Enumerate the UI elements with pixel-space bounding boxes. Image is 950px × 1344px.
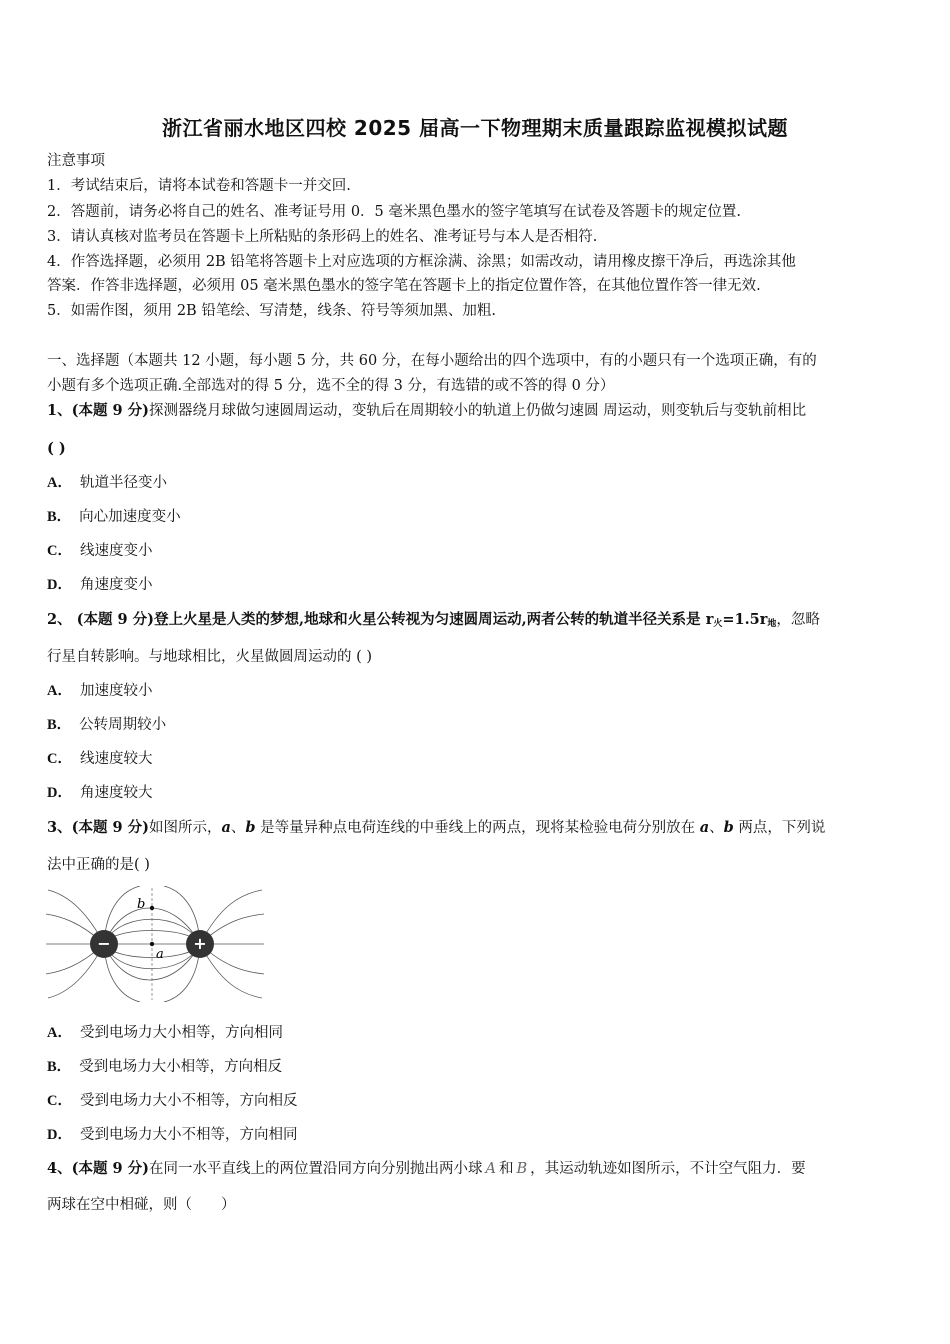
question-4-text-2: ，其运动轨迹如图所示，不计空气阻力．要 [530,1161,806,1177]
question-3-cont: 法中正确的是( ) [47,857,150,873]
electric-field-diagram [44,886,266,1002]
page-title: 浙江省丽水地区四校 2025 届高一下物理期末质量跟踪监视模拟试题 [161,116,789,140]
option-text: 受到电场力大小相等，方向相同 [79,1025,283,1041]
option-label: C． [47,543,72,559]
q2-option-b [47,716,166,734]
notice-item: 1．考试结束后，请将本试卷和答题卡一并交回. [47,178,351,194]
option-label: C． [47,1093,72,1109]
option-text: 受到电场力大小相等，方向相反 [79,1059,283,1075]
minus-sign: − [97,934,111,953]
question-4-text: 在同一水平直线上的两位置沿同方向分别抛出两小球 [149,1161,483,1177]
question-1-text: 探测器绕月球做匀速圆周运动，变轨后在周期较小的轨道上仍做匀速圆 周运动，则变轨后与变轨前相比 [149,403,807,419]
question-4 [47,1160,909,1178]
question-3-text-2: 是等量异种点电荷连线的中垂线上的两点，现将某检验电荷分别放在 [255,820,700,836]
question-1-prefix: 1、(本题 9 分) [47,402,149,419]
option-label: A． [47,475,72,491]
q3-option-d [47,1126,297,1144]
question-1 [47,402,909,420]
option-text: 受到电场力大小不相等，方向相反 [79,1093,298,1109]
notice-item: 2．答题前，请务必将自己的姓名、准考证号用 0．5 毫米黑色墨水的签字笔填写在试卷及答题卡的规定位置. [47,204,741,220]
q2-option-a [47,682,152,700]
q1-option-a [47,474,167,492]
q2-option-d [47,784,152,802]
point-b-marker [150,906,154,910]
option-label: B． [47,1059,72,1075]
option-text: 轨道半径变小 [79,475,167,491]
q3-option-c [47,1092,297,1110]
plus-sign: + [193,934,207,953]
option-text: 公转周期较小 [79,717,167,733]
point-b: b [245,819,256,836]
q3-option-b [47,1058,282,1076]
option-text: 向心加速度变小 [79,509,181,525]
question-3 [47,819,909,837]
q1-option-d [47,576,152,594]
option-text: 角速度变小 [79,577,153,593]
option-label: A． [47,1025,72,1041]
question-2-relation: =1.5r [722,611,768,628]
field-lines [46,886,264,1002]
question-4-cont: 两球在空中相碰，则（ ） [47,1197,236,1213]
question-2-tail: ，忽略 [776,612,820,628]
q1-option-b [47,508,181,526]
option-label: D． [47,785,72,801]
notice-item: 答案．作答非选择题，必须用 05 毫米黑色墨水的签字笔在答题卡上的指定位置作答，在其他位置作答一律无效. [47,278,761,294]
option-text: 加速度较小 [79,683,153,699]
question-2-cont: 行星自转影响。与地球相比，火星做圆周运动的 ( ) [47,649,373,665]
question-3-text-3: 两点，下列说 [733,820,826,836]
point-a: a [221,819,231,836]
option-text: 受到电场力大小不相等，方向相同 [79,1127,298,1143]
separator: 、 [230,820,246,836]
notice-item: 4．作答选择题，必须用 2B 铅笔将答题卡上对应选项的方框涂满、涂黑；如需改动，请用橡皮擦干净后，再选涂其他 [47,254,796,270]
option-text: 角速度较大 [79,785,153,801]
question-1-bracket: ( ) [47,440,66,457]
question-3-prefix: 3、(本题 9 分) [47,819,149,836]
option-label: B． [47,717,72,733]
option-label: A． [47,683,72,699]
question-4-prefix: 4、(本题 9 分) [47,1160,149,1177]
subscript-mars: 火 [713,619,723,629]
option-text: 线速度变小 [79,543,153,559]
section-instructions-cont: 小题有多个选项正确.全部选对的得 5 分，选不全的得 3 分，有选错的或不答的得 0 分） [47,378,615,394]
option-label: D． [47,577,72,593]
q2-option-c [47,750,152,768]
option-text: 线速度较大 [79,751,153,767]
separator: 、 [709,820,724,836]
point-b-label: b [137,897,146,912]
subscript-earth: 地 [767,619,777,629]
question-2-prefix: 2、 (本题 9 分) [47,611,155,628]
q3-option-a [47,1024,283,1042]
point-b-2: b [723,819,734,836]
point-a-label: a [156,947,164,962]
notice-item: 3．请认真核对监考员在答题卡上所粘贴的条形码上的姓名、准考证号与本人是否相符. [47,229,598,245]
question-2-text: 登上火星是人类的梦想,地球和火星公转视为匀速圆周运动,两者公转的轨道半径关系是 r [154,611,714,628]
notice-heading: 注意事项 [47,153,105,169]
q1-option-c [47,542,152,560]
notice-item: 5．如需作图，须用 2B 铅笔绘、写清楚，线条、符号等须加黑、加粗. [47,303,496,319]
ball-a-symbol: A [485,1161,496,1177]
option-label: B． [47,509,72,525]
point-a-marker [150,942,154,946]
question-3-text: 如图所示， [149,820,222,836]
section-instructions: 一、选择题（本题共 12 小题，每小题 5 分，共 60 分，在每小题给出的四个选项中，有的小题只有一个选项正确，有的 [47,353,817,369]
question-4-and: 和 [498,1161,514,1177]
ball-b-symbol: B [516,1161,528,1177]
point-a-2: a [699,819,710,836]
option-label: C． [47,751,72,767]
question-2 [47,611,909,633]
option-label: D． [47,1127,72,1143]
